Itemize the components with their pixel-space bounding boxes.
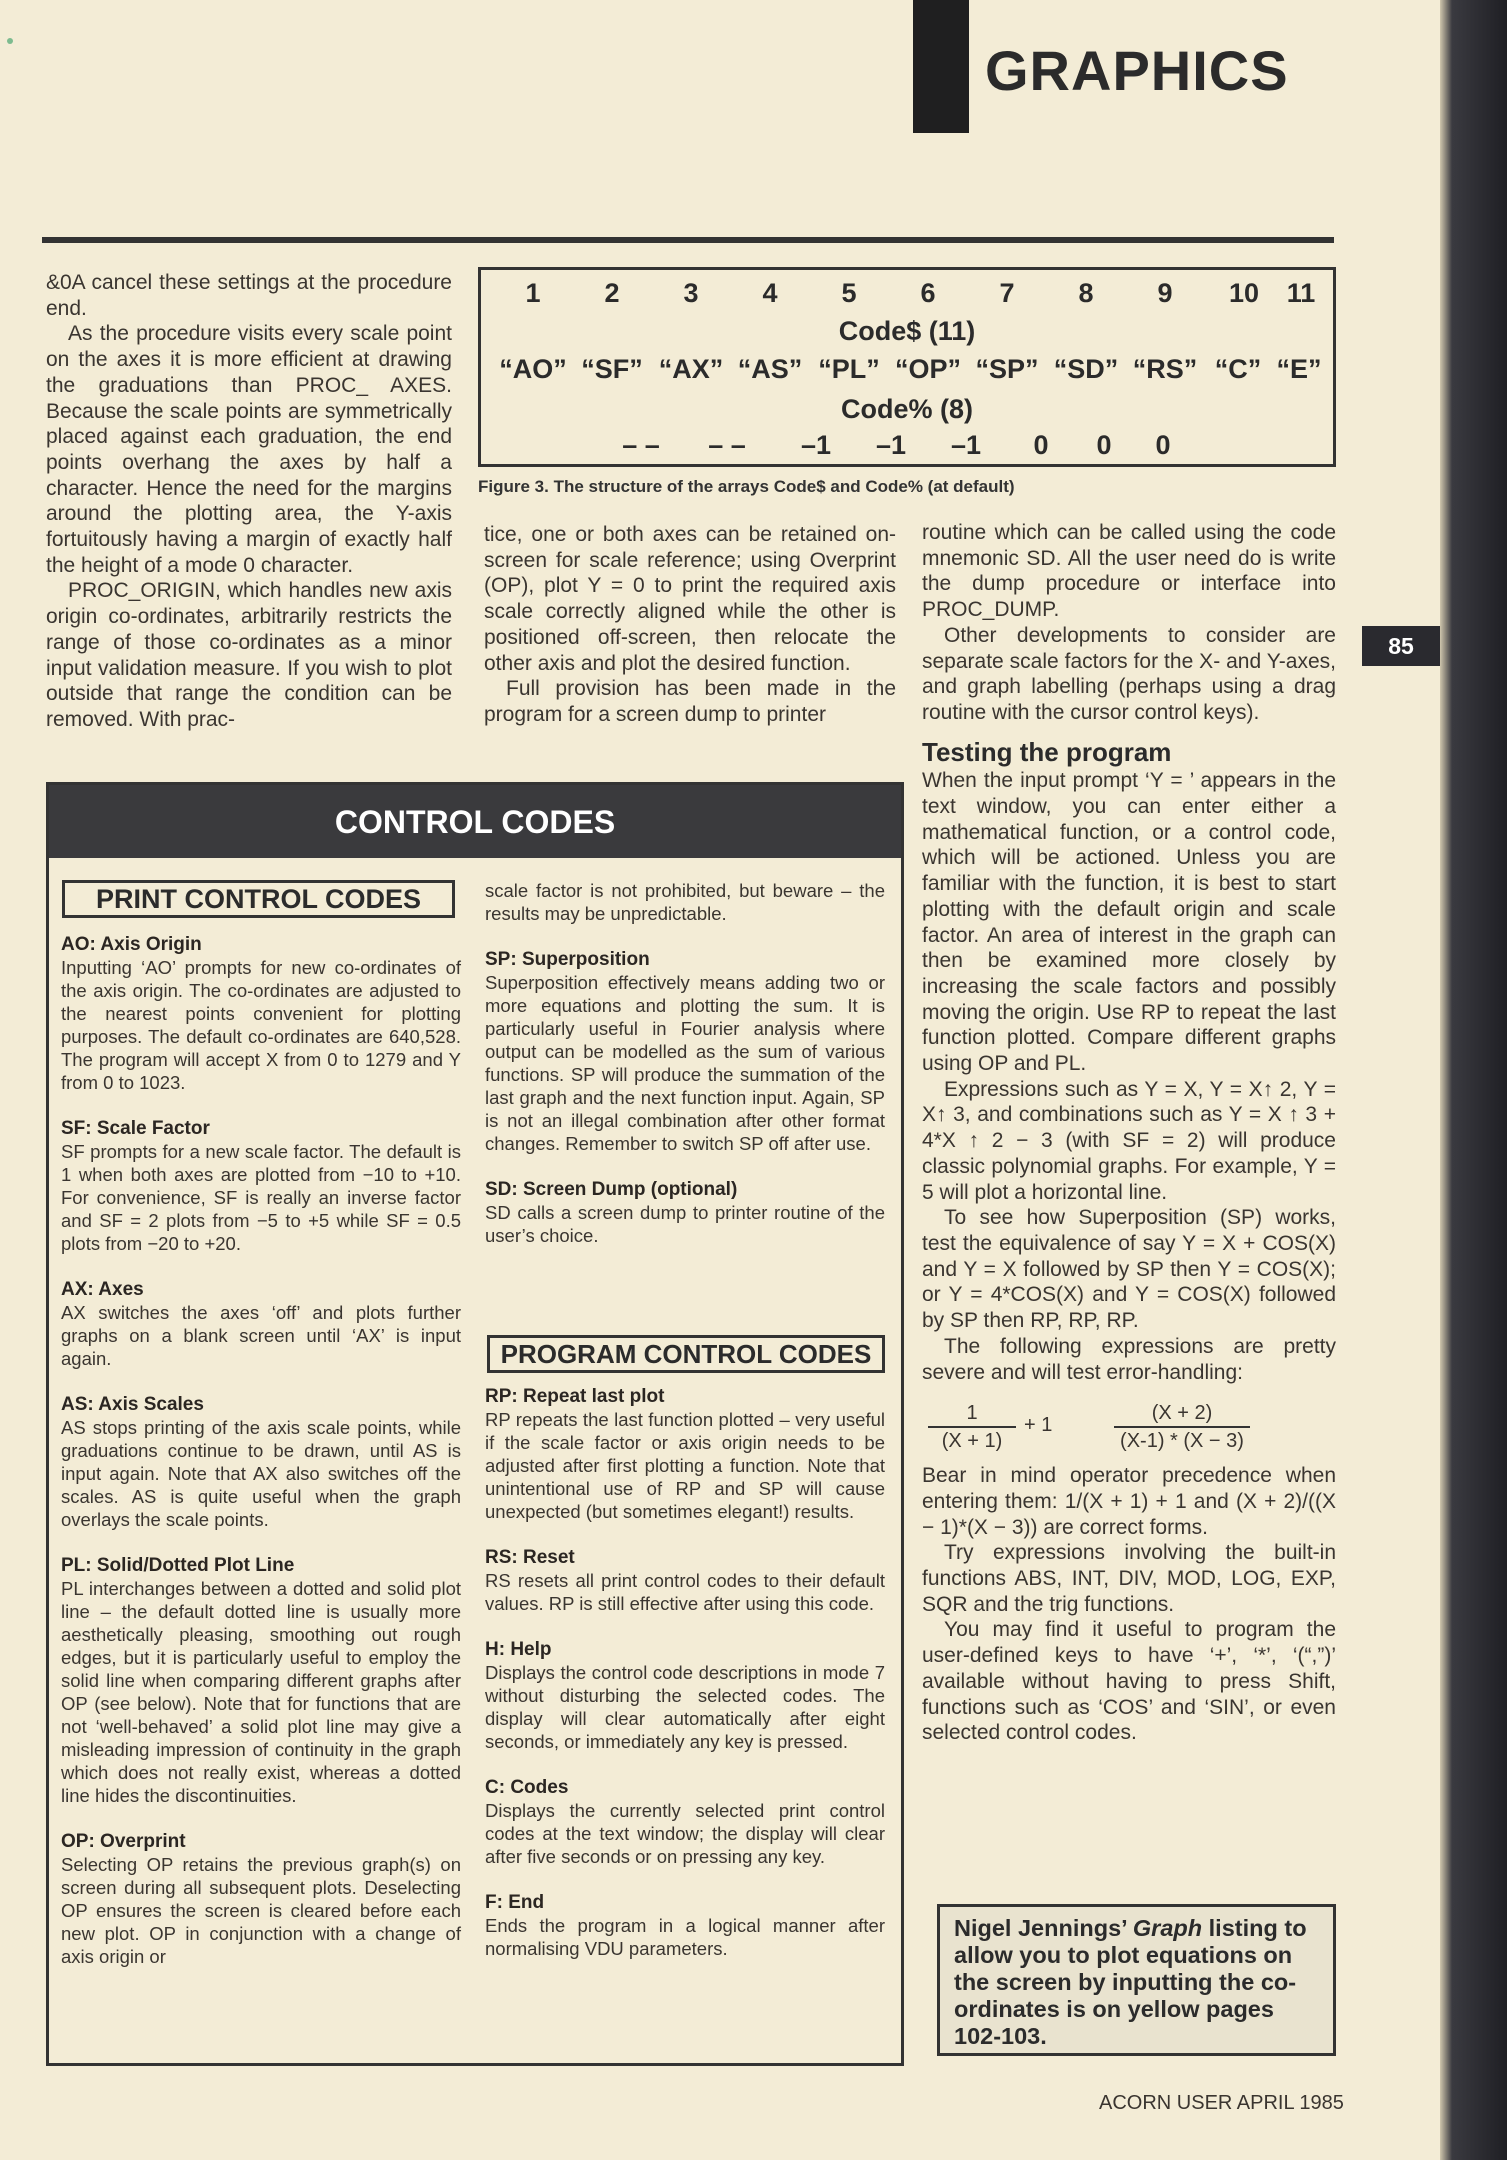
figure-3-table [478,267,1336,467]
fraction-2-numerator: (X + 2) [1151,1402,1213,1425]
fraction-1-bar [928,1426,1016,1428]
code-description: Ends the program in a logical manner after normalising VDU parameters. [485,1915,885,1959]
code-cell: “SD” [1053,354,1119,384]
paragraph: The following expressions are pretty severe and will test error-handling: [922,1334,1336,1384]
control-codes-box [46,782,904,2066]
paragraph: Other developments to consider are separate scale factors for the X- and Y-axes, and graph labelling (perhaps using a drag routine with the cursor control keys). [922,623,1336,724]
paragraph: Full provision has been made in the program for a screen dump to printer [484,677,896,726]
program-codes-list [485,1385,885,1983]
value-cell: – – [708,430,746,460]
value-cell: –1 [800,430,832,460]
print-codes-continued [485,879,885,1270]
box-title: CONTROL CODES [334,804,616,840]
value-cell: –1 [950,430,982,460]
index-cell: 5 [841,278,857,308]
section-title: GRAPHICS [985,39,1289,102]
page-binding-edge [1440,0,1507,2160]
column-2 [484,522,896,728]
corner-mark [7,38,13,44]
code-cell: “SP” [975,354,1039,384]
header-rule [42,237,1334,243]
print-control-codes-label: PRINT CONTROL CODES [62,880,455,918]
paragraph: &0A cancel these settings at the procedure end. [46,271,452,320]
fraction-2-bar [1114,1426,1250,1428]
fraction-1-denominator: (X + 1) [941,1430,1003,1453]
promo-text-a: Nigel Jennings’ [954,1915,1133,1941]
code-description: Displays the control code descriptions in mode 7 without disturbing the selected codes. The display will clear automatically after eight seconds, or immediately any key is pressed. [485,1662,885,1752]
code-heading: SD: Screen Dump (optional) [485,1179,738,1200]
code-cell: “AO” [499,354,567,384]
promo-title: Graph [1132,1915,1203,1941]
column-1 [46,270,452,733]
paragraph: Try expressions involving the built-in functions ABS, INT, DIV, MOD, LOG, EXP, SQR and the trig functions. [922,1541,1336,1616]
code-heading: PL: Solid/Dotted Plot Line [61,1555,295,1576]
code-cell: “OP” [894,354,962,384]
code-heading: C: Codes [485,1777,569,1798]
value-cell: – – [622,430,660,460]
code-description: SD calls a screen dump to printer routine of the user’s choice. [485,1202,885,1246]
index-cell: 11 [1286,278,1316,308]
code-cell: “SF” [581,354,643,384]
code-heading: H: Help [485,1639,552,1660]
program-control-codes-label: PROGRAM CONTROL CODES [487,1335,885,1373]
code-description: scale factor is not prohibited, but beware – the results may be unpredictable. [485,880,885,924]
code-cell: “AX” [658,354,724,384]
value-cell: –1 [875,430,907,460]
listing-promo-box [937,1904,1336,2056]
section-heading: Testing the program [922,736,1172,767]
paragraph: To see how Superposition (SP) works, test the equivalence of say Y = X + COS(X) and Y = X followed by SP then Y = COS(X); or Y = 4*COS(X) and Y = COS(X) followed by SP then RP, RP, RP. [922,1206,1336,1333]
index-cell: 8 [1078,278,1094,308]
code-description: Superposition effectively means adding two or more equations and plotting the sum. It is particularly useful in Fourier analysis where output can be modelled as the sum of various functions. SP will produce the summation of the last graph and the next function input. Again, SP is not an illegal combination after other format changes. Remember to switch SP off after use. [485,972,885,1154]
code-description: Inputting ‘AO’ prompts for new co-ordinates of the axis origin. The co-ordinates are adjusted to the nearest points convenient for plotting purposes. The default co-ordinates are 640,528. The program will accept X from 0 to 1279 and Y from 0 to 1023. [61,957,461,1093]
value-cell: 0 [1033,430,1049,460]
paragraph: You may find it useful to program the user-defined keys to have ‘+’, ‘*’, ‘(“,”)’ available without having to press Shift, functions such as ‘COS’ and ‘SIN’, or even selected control codes. [922,1618,1336,1745]
value-cell: 0 [1155,430,1171,460]
page-footer: ACORN USER APRIL 1985 [1099,2092,1344,2114]
code-description: AS stops printing of the axis scale points, while graduations continue to be drawn, until AS is input again. Note that AX also switches off the scales. AS is quite useful when the graph overlays the scale points. [61,1417,461,1530]
code-description: SF prompts for a new scale factor. The default is 1 when both axes are plotted from −10 to +10. For convenience, SF is really an inverse factor and SF = 2 plots from −5 to +5 while SF = 0.5 plots from −20 to +20. [61,1141,461,1254]
index-cell: 2 [604,278,620,308]
header-block [913,0,969,133]
code-heading: SP: Superposition [485,949,650,970]
code-heading: AS: Axis Scales [61,1394,204,1415]
index-cell: 7 [999,278,1015,308]
index-cell: 9 [1157,278,1173,308]
paragraph: Expressions such as Y = X, Y = X↑ 2, Y = X↑ 3, and combinations such as Y = X ↑ 3 + 4*X ↑ 2 − 3 (with SF = 2) will produce classic polynomial graphs. For example, Y = 5 will plot a horizontal line. [922,1077,1336,1204]
index-cell: 10 [1228,278,1260,308]
index-cell: 6 [920,278,936,308]
value-cell: 0 [1096,430,1112,460]
values-label: Code% (8) [840,394,973,424]
code-heading: OP: Overprint [61,1831,186,1852]
print-codes-list [61,933,461,1991]
index-cell: 4 [762,278,778,308]
figure-caption: Figure 3. The structure of the arrays Code$ and Code% (at default) [478,477,1015,496]
code-heading: RS: Reset [485,1547,575,1568]
code-heading: AO: Axis Origin [61,934,202,955]
code-heading: RP: Repeat last plot [485,1386,665,1407]
column-3 [922,520,1336,1746]
fraction-expressions [922,1385,1336,1463]
paragraph: Bear in mind operator precedence when entering them: 1/(X + 1) + 1 and (X + 2)/((X − 1)*(X − 3)) are correct forms. [922,1464,1336,1539]
code-heading: AX: Axes [61,1279,144,1300]
code-description: Selecting OP retains the previous graph(s) on screen during all subsequent plots. Deselecting OP ensures the screen is cleared before each new plot. OP in conjunction with a change of axis origin or [61,1854,461,1967]
code-cell: “PL” [818,354,880,384]
paragraph: When the input prompt ‘Y = ’ appears in the text window, you can enter either a mathematical function, or a control code, which will be actioned. Unless you are familiar with the function, it is best to start plotting with the default origin and scale factor. An area of interest in the graph can then be examined more closely by increasing the scale factors and possibly moving the origin. Use RP to repeat the last function plotted. Compare different graphs using OP and PL. [922,769,1336,1076]
fraction-2-denominator: (X-1) * (X − 3) [1120,1430,1244,1453]
paragraph: PROC_ORIGIN, which handles new axis origin co-ordinates, arbitrarily restricts the range of those co-ordinates as a minor input validation measure. If you wish to plot outside that range the condition can be removed. With prac- [46,579,452,731]
index-cell: 1 [525,278,541,308]
code-description: RP repeats the last function plotted – very useful if the scale factor or axis origin needs to be adjusted after first plotting a function. Note that unintentional use of RP and SP will cause unexpected (but sometimes elegant!) results. [485,1409,885,1522]
paragraph: tice, one or both axes can be retained on-screen for scale reference; using Overprint (OP), plot Y = 0 to print the required axis scale correctly aligned while the other is positioned off-screen, then relocate the other axis and plot the desired function. [484,523,896,675]
code-description: Displays the currently selected print control codes at the text window; the display will clear after five seconds or on pressing any key. [485,1800,885,1867]
page-number-tab: 85 [1362,626,1440,666]
paragraph: As the procedure visits every scale point on the axes it is more efficient at drawing the graduations than PROC_ AXES. Because the scale points are symmetrically placed against each graduation, the end points overhang the axes by half a character. Hence the need for the margins around the plotting area, the Y-axis fortuitously having a margin of exactly half the height of a mode 0 character. [46,322,452,577]
code-heading: F: End [485,1892,545,1913]
code-cell: “AS” [737,354,803,384]
fraction-1-tail: + 1 [1024,1414,1053,1437]
code-cell: “E” [1276,354,1322,384]
fraction-1-numerator: 1 [966,1402,978,1425]
code-description: RS resets all print control codes to their default values. RP is still effective after using this code. [485,1570,885,1614]
codes-label: Code$ (11) [838,316,976,346]
code-cell: “C” [1214,354,1262,384]
code-heading: SF: Scale Factor [61,1118,210,1139]
code-description: PL interchanges between a dotted and solid plot line – the default dotted line is usually more aesthetically pleasing, smoothing out rough edges, but it is particularly useful to employ the solid line when comparing different graphs after OP (see below). Note that for functions that are not ‘well-behaved’ a solid plot line may give a misleading impression of continuity in the graph which does not really exist, whereas a dotted line hides the discontinuities. [61,1578,461,1806]
paragraph: routine which can be called using the code mnemonic SD. All the user need do is write the dump procedure or interface into PROC_DUMP. [922,521,1336,622]
index-cell: 3 [683,278,699,308]
promo-text-c: listing to allow you to plot equations on the screen by inputting the co-ordinates is on yellow pages 102-103. [954,1915,1307,2049]
code-cell: “RS” [1132,354,1198,384]
code-description: AX switches the axes ‘off’ and plots further graphs on a blank screen until ‘AX’ is input again. [61,1302,461,1369]
